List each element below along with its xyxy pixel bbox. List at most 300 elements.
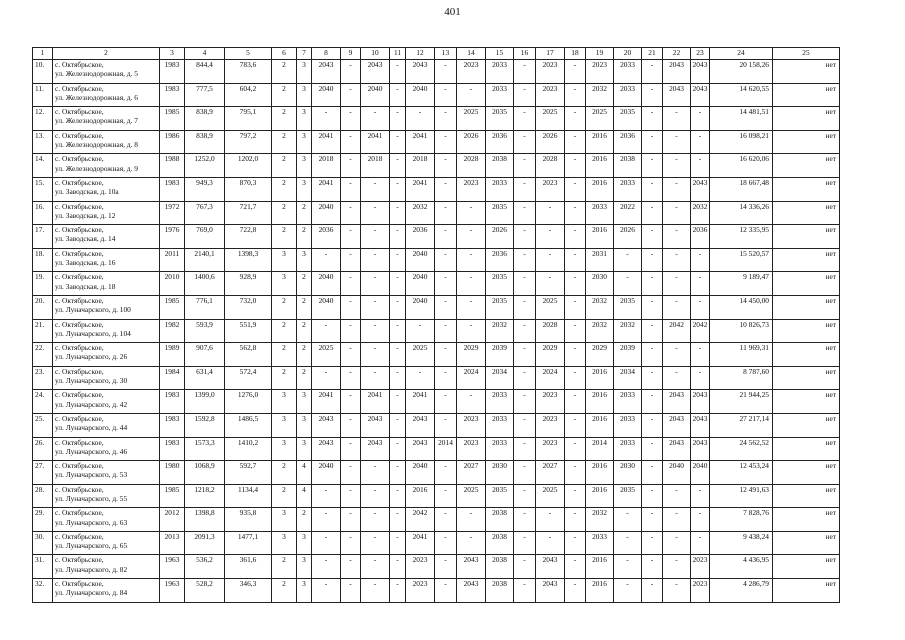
value-cell: - (565, 484, 586, 508)
value-cell: 1989 (160, 343, 185, 367)
value-cell: - (614, 579, 642, 603)
value-cell: - (390, 248, 406, 272)
value-cell: 2016 (586, 555, 614, 579)
value-cell: - (341, 461, 361, 485)
value-cell: 2023 (691, 555, 710, 579)
flag-cell: нет (773, 508, 840, 532)
value-cell: 2043 (457, 555, 486, 579)
value-cell: 2036 (486, 130, 514, 154)
value-cell: 2016 (586, 461, 614, 485)
column-header: 15 (486, 48, 514, 60)
value-cell: - (642, 484, 663, 508)
value-cell: - (642, 413, 663, 437)
value-cell: 2040 (406, 461, 435, 485)
value-cell: - (341, 343, 361, 367)
value-cell: 732,0 (225, 295, 272, 319)
row-number: 16. (35, 201, 45, 211)
value-cell: - (435, 201, 457, 225)
value-cell: 1988 (160, 154, 185, 178)
value-cell: - (514, 413, 536, 437)
column-header: 13 (435, 48, 457, 60)
address-cell (53, 201, 160, 225)
value-cell: 844,4 (185, 60, 225, 84)
value-cell: - (565, 201, 586, 225)
value-cell: 2016 (586, 484, 614, 508)
address-locality: с. Октябрьское, (55, 484, 104, 494)
value-cell: 2040 (312, 83, 341, 107)
address-street: ул. Железнодорожная, д. 6 (55, 92, 138, 102)
cost-cell: 7 828,76 (710, 508, 773, 532)
value-cell: - (514, 295, 536, 319)
value-cell: 3 (297, 107, 312, 131)
value-cell: - (390, 319, 406, 343)
row-number-cell (33, 508, 53, 532)
value-cell: 2027 (536, 461, 565, 485)
value-cell: 2012 (160, 508, 185, 532)
value-cell: 2026 (457, 130, 486, 154)
address-cell (53, 248, 160, 272)
value-cell: 2016 (406, 484, 435, 508)
cost-cell: 15 520,57 (710, 248, 773, 272)
value-cell: 2032 (586, 295, 614, 319)
cost-cell: 14 336,26 (710, 201, 773, 225)
value-cell: - (435, 248, 457, 272)
address-locality: с. Октябрьское, (55, 201, 104, 211)
address-locality: с. Октябрьское, (55, 83, 104, 93)
address-locality: с. Октябрьское, (55, 390, 104, 400)
flag-cell: нет (773, 531, 840, 555)
value-cell: 2042 (663, 319, 691, 343)
value-cell: - (435, 484, 457, 508)
value-cell: - (406, 319, 435, 343)
address-cell (53, 107, 160, 131)
cost-cell: 18 667,48 (710, 177, 773, 201)
value-cell: 1983 (160, 390, 185, 414)
value-cell: - (435, 555, 457, 579)
address-street: ул. Луначарского, д. 55 (55, 493, 128, 503)
value-cell: 2041 (406, 177, 435, 201)
address-locality: с. Октябрьское, (55, 555, 104, 565)
value-cell: - (435, 130, 457, 154)
address-locality: с. Октябрьское, (55, 531, 104, 541)
value-cell: - (642, 579, 663, 603)
flag-cell: нет (773, 130, 840, 154)
address-locality: с. Октябрьское, (55, 461, 104, 471)
flag-cell: нет (773, 201, 840, 225)
value-cell: - (536, 531, 565, 555)
value-cell: - (435, 295, 457, 319)
value-cell: - (565, 130, 586, 154)
value-cell: 1983 (160, 177, 185, 201)
value-cell: - (361, 295, 390, 319)
value-cell: - (565, 177, 586, 201)
flag-cell: нет (773, 390, 840, 414)
value-cell: - (642, 461, 663, 485)
value-cell: - (536, 272, 565, 296)
page-number: 401 (444, 6, 461, 18)
address-cell (53, 437, 160, 461)
value-cell: 572,4 (225, 366, 272, 390)
value-cell: 2040 (406, 272, 435, 296)
value-cell: - (514, 107, 536, 131)
value-cell: - (341, 83, 361, 107)
value-cell: 1985 (160, 484, 185, 508)
address-locality: с. Октябрьское, (55, 130, 104, 140)
address-locality: с. Октябрьское, (55, 225, 104, 235)
value-cell: - (663, 508, 691, 532)
column-header: 20 (614, 48, 642, 60)
value-cell: - (514, 60, 536, 84)
value-cell: 2041 (361, 390, 390, 414)
value-cell: - (457, 83, 486, 107)
address-street: ул. Луначарского, д. 63 (55, 517, 128, 527)
flag-cell: нет (773, 555, 840, 579)
value-cell: 2016 (586, 225, 614, 249)
value-cell: - (565, 343, 586, 367)
value-cell: 2022 (614, 201, 642, 225)
value-cell: 2040 (312, 295, 341, 319)
value-cell: 3 (272, 413, 297, 437)
value-cell: 2035 (614, 107, 642, 131)
address-cell (53, 484, 160, 508)
value-cell: - (514, 508, 536, 532)
value-cell: 2038 (486, 508, 514, 532)
cost-cell: 14 450,00 (710, 295, 773, 319)
row-number-cell (33, 272, 53, 296)
value-cell: 4 (297, 484, 312, 508)
value-cell: - (390, 225, 406, 249)
value-cell: 2028 (536, 319, 565, 343)
value-cell: - (663, 484, 691, 508)
column-header: 19 (586, 48, 614, 60)
value-cell: 2042 (406, 508, 435, 532)
value-cell: - (663, 130, 691, 154)
value-cell: - (663, 531, 691, 555)
cost-cell: 14 620,55 (710, 83, 773, 107)
table-row (33, 343, 840, 367)
flag-cell: нет (773, 579, 840, 603)
address-locality: с. Октябрьское, (55, 107, 104, 117)
value-cell: 2032 (586, 508, 614, 532)
value-cell: - (642, 295, 663, 319)
address-street: ул. Луначарского, д. 84 (55, 588, 128, 598)
value-cell: 592,7 (225, 461, 272, 485)
cost-cell: 24 562,52 (710, 437, 773, 461)
value-cell: - (312, 579, 341, 603)
value-cell: 783,6 (225, 60, 272, 84)
value-cell: 2043 (312, 413, 341, 437)
flag-cell: нет (773, 413, 840, 437)
table-row (33, 201, 840, 225)
value-cell: 776,1 (185, 295, 225, 319)
value-cell: 2018 (312, 154, 341, 178)
value-cell: 2043 (691, 83, 710, 107)
value-cell: 2 (272, 461, 297, 485)
value-cell: 2023 (457, 437, 486, 461)
value-cell: - (514, 531, 536, 555)
value-cell: - (390, 579, 406, 603)
table-row (33, 83, 840, 107)
table-row (33, 130, 840, 154)
column-header: 17 (536, 48, 565, 60)
value-cell: - (642, 343, 663, 367)
value-cell: 935,8 (225, 508, 272, 532)
value-cell: 2026 (536, 130, 565, 154)
value-cell: - (663, 272, 691, 296)
address-street: ул. Железнодорожная, д. 5 (55, 69, 138, 79)
value-cell: 2038 (486, 555, 514, 579)
value-cell: 2025 (586, 107, 614, 131)
value-cell: 1985 (160, 295, 185, 319)
row-number: 10. (35, 60, 45, 69)
value-cell: 2038 (486, 154, 514, 178)
value-cell: 2 (272, 555, 297, 579)
value-cell: 2023 (691, 579, 710, 603)
value-cell: 2043 (406, 413, 435, 437)
value-cell: 2036 (691, 225, 710, 249)
value-cell: - (642, 154, 663, 178)
address-cell (53, 154, 160, 178)
row-number: 22. (35, 343, 45, 353)
value-cell: 870,3 (225, 177, 272, 201)
value-cell: 2 (297, 366, 312, 390)
value-cell: 2023 (457, 177, 486, 201)
value-cell: 2140,1 (185, 248, 225, 272)
value-cell: - (390, 555, 406, 579)
value-cell: - (642, 130, 663, 154)
table-row (33, 390, 840, 414)
value-cell: - (614, 248, 642, 272)
address-locality: с. Октябрьское, (55, 508, 104, 518)
value-cell: - (565, 107, 586, 131)
value-cell: 2041 (406, 130, 435, 154)
value-cell: 2 (272, 201, 297, 225)
table-row (33, 60, 840, 84)
value-cell: - (341, 366, 361, 390)
value-cell: 2043 (361, 60, 390, 84)
value-cell: - (691, 531, 710, 555)
value-cell: - (390, 177, 406, 201)
row-number: 27. (35, 461, 45, 471)
row-number: 15. (35, 177, 45, 187)
value-cell: 1399,0 (185, 390, 225, 414)
value-cell: 1983 (160, 437, 185, 461)
value-cell: - (312, 484, 341, 508)
row-number-cell (33, 248, 53, 272)
row-number-cell (33, 437, 53, 461)
table-row (33, 295, 840, 319)
value-cell: 2040 (406, 248, 435, 272)
row-number-cell (33, 225, 53, 249)
value-cell: - (514, 555, 536, 579)
column-header: 2 (53, 48, 160, 60)
flag-cell: нет (773, 225, 840, 249)
table-row (33, 508, 840, 532)
value-cell: 2 (297, 319, 312, 343)
value-cell: 2033 (486, 83, 514, 107)
value-cell: - (390, 343, 406, 367)
value-cell: 2025 (536, 295, 565, 319)
value-cell: 2035 (614, 295, 642, 319)
value-cell: 2036 (406, 225, 435, 249)
value-cell: - (435, 177, 457, 201)
value-cell: 2028 (536, 154, 565, 178)
value-cell: 722,8 (225, 225, 272, 249)
value-cell: - (691, 295, 710, 319)
value-cell: - (361, 555, 390, 579)
row-number-cell (33, 107, 53, 131)
value-cell: 562,8 (225, 343, 272, 367)
row-number-cell (33, 484, 53, 508)
value-cell: - (361, 248, 390, 272)
value-cell: 2016 (586, 579, 614, 603)
value-cell: 2040 (691, 461, 710, 485)
address-cell (53, 83, 160, 107)
value-cell: - (341, 437, 361, 461)
flag-cell: нет (773, 319, 840, 343)
value-cell: - (457, 531, 486, 555)
address-street: ул. Заводская, д. 10а (55, 187, 119, 197)
value-cell: 2030 (486, 461, 514, 485)
value-cell: 3 (297, 83, 312, 107)
row-number: 26. (35, 437, 45, 447)
row-number-cell (33, 60, 53, 84)
value-cell: - (642, 531, 663, 555)
column-header: 21 (642, 48, 663, 60)
value-cell: - (691, 154, 710, 178)
value-cell: - (341, 579, 361, 603)
value-cell: 2039 (614, 343, 642, 367)
value-cell: - (691, 107, 710, 131)
value-cell: - (341, 107, 361, 131)
value-cell: 2039 (486, 343, 514, 367)
address-locality: с. Октябрьское, (55, 343, 104, 353)
value-cell: 551,9 (225, 319, 272, 343)
cost-cell: 9 189,47 (710, 272, 773, 296)
value-cell: 2040 (312, 201, 341, 225)
flag-cell: нет (773, 248, 840, 272)
address-cell (53, 508, 160, 532)
value-cell: 2029 (457, 343, 486, 367)
value-cell: 2023 (406, 579, 435, 603)
row-number-cell (33, 579, 53, 603)
address-cell (53, 60, 160, 84)
value-cell: - (663, 579, 691, 603)
value-cell: - (457, 508, 486, 532)
column-header: 22 (663, 48, 691, 60)
value-cell: - (341, 555, 361, 579)
value-cell: 2035 (486, 201, 514, 225)
value-cell: - (642, 508, 663, 532)
value-cell: 2029 (536, 343, 565, 367)
row-number-cell (33, 154, 53, 178)
value-cell: - (691, 248, 710, 272)
value-cell: 1398,3 (225, 248, 272, 272)
value-cell: - (341, 225, 361, 249)
value-cell: 1983 (160, 60, 185, 84)
value-cell: - (341, 531, 361, 555)
address-cell (53, 225, 160, 249)
value-cell: 2023 (536, 83, 565, 107)
value-cell: - (435, 413, 457, 437)
table-row (33, 272, 840, 296)
value-cell: 1972 (160, 201, 185, 225)
value-cell: 1068,9 (185, 461, 225, 485)
value-cell: 2033 (614, 437, 642, 461)
value-cell: 2026 (486, 225, 514, 249)
row-number-cell (33, 83, 53, 107)
cost-cell: 27 217,14 (710, 413, 773, 437)
address-street: ул. Заводская, д. 14 (55, 234, 116, 244)
value-cell: 3 (297, 437, 312, 461)
value-cell: - (663, 343, 691, 367)
value-cell: 346,3 (225, 579, 272, 603)
value-cell: - (565, 225, 586, 249)
value-cell: 2043 (691, 437, 710, 461)
column-header: 3 (160, 48, 185, 60)
value-cell: - (514, 461, 536, 485)
cost-cell: 4 436,95 (710, 555, 773, 579)
value-cell: 2035 (614, 484, 642, 508)
flag-cell: нет (773, 272, 840, 296)
value-cell: - (312, 248, 341, 272)
address-street: ул. Луначарского, д. 104 (55, 328, 131, 338)
row-number: 31. (35, 555, 45, 565)
column-header: 6 (272, 48, 297, 60)
address-street: ул. Железнодорожная, д. 9 (55, 163, 138, 173)
value-cell: 1134,4 (225, 484, 272, 508)
address-cell (53, 177, 160, 201)
address-street: ул. Луначарского, д. 65 (55, 541, 128, 551)
address-locality: с. Октябрьское, (55, 154, 104, 164)
address-cell (53, 531, 160, 555)
value-cell: - (341, 272, 361, 296)
value-cell: 1252,0 (185, 154, 225, 178)
value-cell: 2016 (586, 130, 614, 154)
address-cell (53, 272, 160, 296)
address-cell (53, 413, 160, 437)
value-cell: 2033 (586, 531, 614, 555)
value-cell: 2018 (406, 154, 435, 178)
value-cell: - (361, 201, 390, 225)
cost-cell: 14 481,51 (710, 107, 773, 131)
value-cell: - (435, 461, 457, 485)
value-cell: - (565, 579, 586, 603)
value-cell: 2038 (486, 531, 514, 555)
address-cell (53, 366, 160, 390)
value-cell: 2033 (614, 413, 642, 437)
value-cell: 1486,5 (225, 413, 272, 437)
value-cell: - (565, 366, 586, 390)
value-cell: - (514, 390, 536, 414)
value-cell: 2 (272, 579, 297, 603)
value-cell: 1202,0 (225, 154, 272, 178)
value-cell: 2028 (457, 154, 486, 178)
value-cell: - (514, 177, 536, 201)
value-cell: 2014 (435, 437, 457, 461)
value-cell: 2023 (536, 437, 565, 461)
value-cell: 1218,2 (185, 484, 225, 508)
value-cell: - (341, 390, 361, 414)
row-number-cell (33, 319, 53, 343)
value-cell: - (435, 107, 457, 131)
value-cell: 2016 (586, 154, 614, 178)
address-street: ул. Луначарского, д. 82 (55, 564, 128, 574)
value-cell: - (361, 579, 390, 603)
value-cell: 2013 (160, 531, 185, 555)
value-cell: 2010 (160, 272, 185, 296)
value-cell: - (312, 107, 341, 131)
